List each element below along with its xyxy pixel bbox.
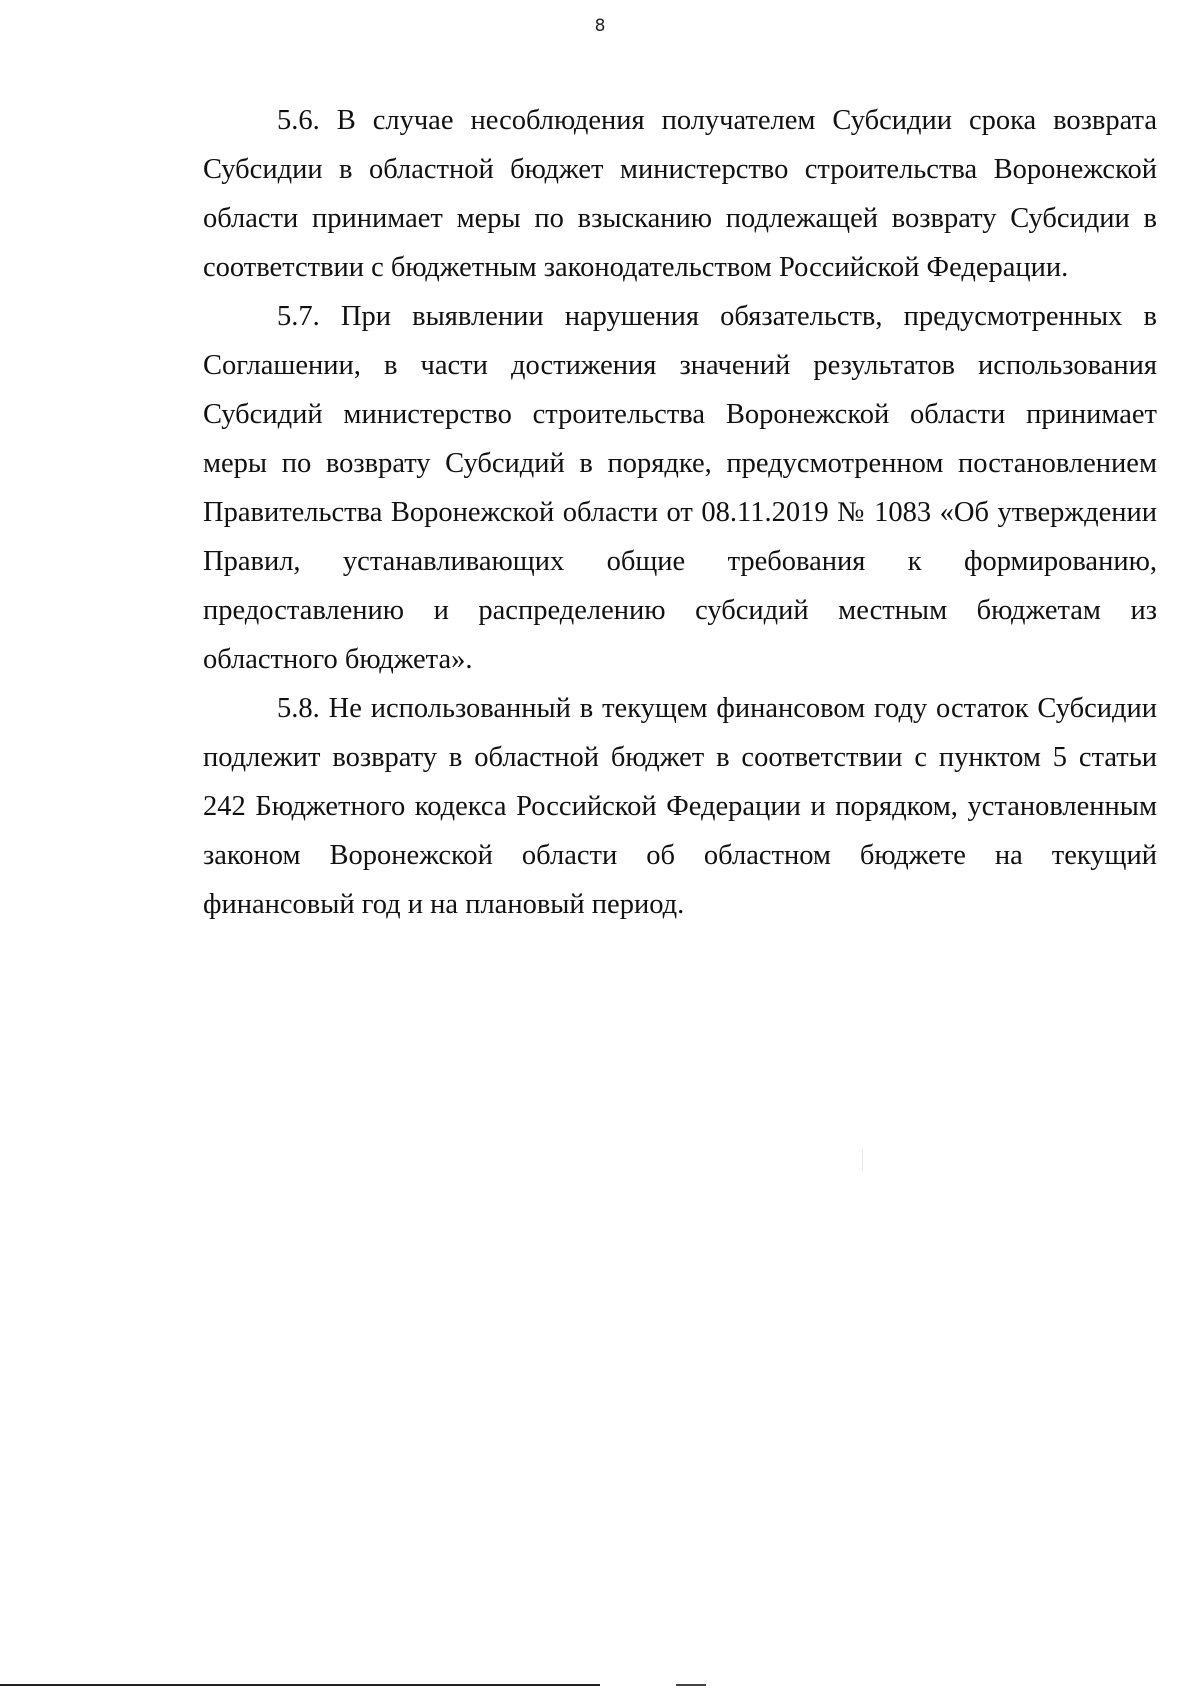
scan-speck bbox=[862, 1150, 863, 1170]
page-number: 8 bbox=[594, 16, 606, 36]
bottom-scan-mark bbox=[676, 1684, 706, 1686]
document-body bbox=[203, 96, 1157, 929]
paragraph-5-8: 5.8. Не использованный в текущем финансовом году остаток Субсидии подлежит возврату в областной бюджет в соответствии с пунктом 5 статьи 242 Бюджетного кодекса Российской Федерации и порядком, установленным законом Воронежской области об областном бюджете на текущий финансовый год и на плановый период. bbox=[203, 693, 1157, 920]
paragraph-5-7: 5.7. При выявлении нарушения обязательств, предусмотренных в Соглашении, в части достижения значений результатов использования Субсидий министерство строительства Воронежской области принимает меры по возврату Субсидий в порядке, предусмотренном постановлением Правительства Воронежской области от 08.11.2019 № 1083 «Об утверждении Правил, устанавливающих общие требования к формированию, предоставлению и распределению субсидий местным бюджетам из областного бюджета». bbox=[203, 301, 1157, 675]
bottom-scan-edge bbox=[0, 1684, 600, 1686]
paragraph-5-6: 5.6. В случае несоблюдения получателем Субсидии срока возврата Субсидии в областной бюджет министерство строительства Воронежской области принимает меры по взысканию подлежащей возврату Субсидии в соответствии с бюджетным законодательством Российской Федерации. bbox=[203, 105, 1157, 283]
